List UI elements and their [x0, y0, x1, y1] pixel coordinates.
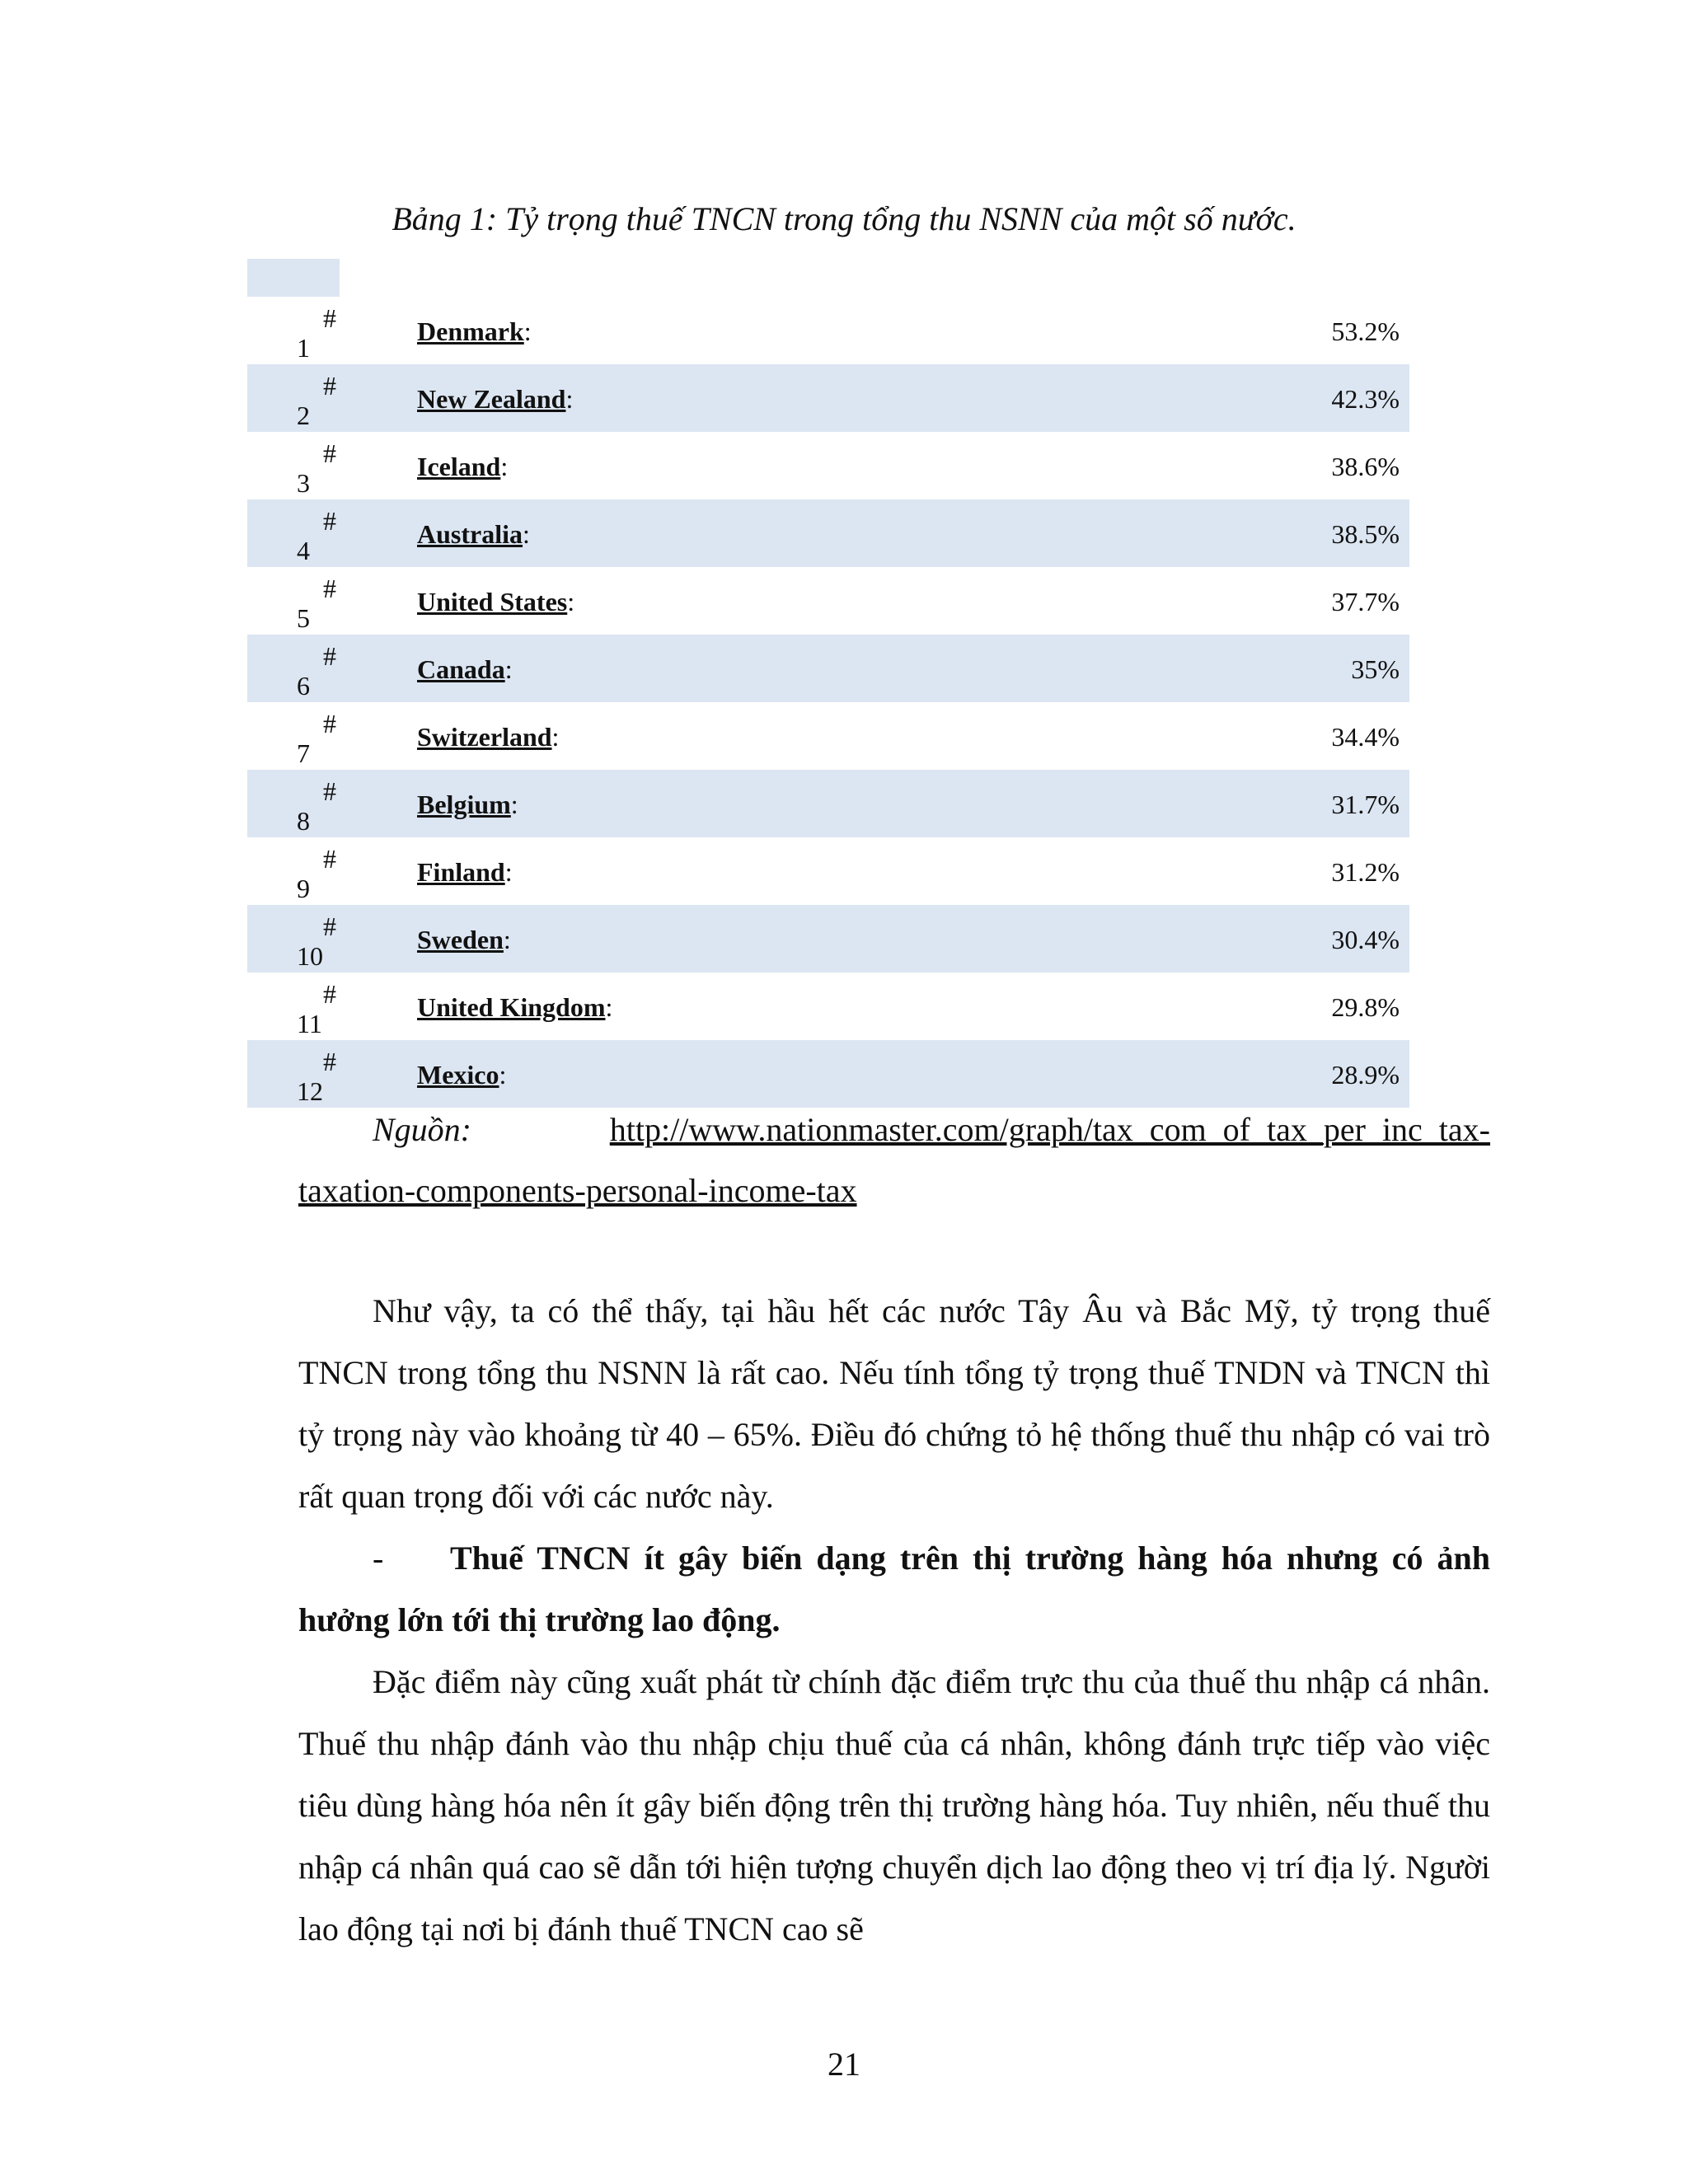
- country-name[interactable]: United States: [417, 587, 568, 616]
- country-name[interactable]: Belgium: [417, 790, 511, 819]
- table-row: [247, 364, 1409, 432]
- table-row: [247, 432, 1409, 499]
- hash-mark: #: [323, 1047, 336, 1076]
- country-link[interactable]: [417, 790, 518, 819]
- source-link[interactable]: http://www.nationmaster.com/graph/tax_com_of_tax_per_inc_tax-: [609, 1111, 1490, 1148]
- table-caption: Bảng 1: Tỷ trọng thuế TNCN trong tổng thu NSNN của một số nước.: [392, 200, 1296, 237]
- country-link[interactable]: [417, 722, 559, 752]
- table-row: [247, 635, 1409, 702]
- country-link[interactable]: [417, 316, 532, 346]
- hash-mark: #: [323, 912, 336, 941]
- hash-mark: #: [323, 979, 336, 1009]
- country-link[interactable]: [417, 452, 508, 481]
- country-colon: :: [523, 316, 532, 346]
- source-label: Nguồn:: [373, 1111, 471, 1148]
- tax-share-value: 31.2%: [1331, 857, 1400, 887]
- country-colon: :: [567, 587, 575, 616]
- rank-number: 12: [297, 1076, 323, 1106]
- tax-share-value: 42.3%: [1331, 384, 1400, 414]
- tax-share-value: 30.4%: [1331, 925, 1400, 954]
- rank-number: 3: [297, 468, 310, 498]
- tax-share-value: 29.8%: [1331, 992, 1400, 1022]
- table-row: [247, 837, 1409, 905]
- country-colon: :: [510, 790, 518, 819]
- hash-mark: #: [323, 641, 336, 671]
- country-colon: :: [565, 384, 574, 414]
- hash-mark: #: [323, 776, 336, 806]
- country-name[interactable]: Sweden: [417, 925, 504, 954]
- rank-number: 6: [297, 671, 310, 701]
- tax-share-value: 34.4%: [1331, 722, 1400, 752]
- source-link-continued[interactable]: taxation-components-personal-income-tax: [298, 1172, 857, 1209]
- hash-mark: #: [323, 438, 336, 468]
- paragraph-text: Như vậy, ta có thể thấy, tại hầu hết các nước Tây Âu và Bắc Mỹ, tỷ trọng thuế TNCN trong tổng thu NSNN là rất cao. Nếu tính tổng tỷ trọng thuế TNDN và TNCN thì tỷ trọng này vào khoảng từ 40 – 65%. Điều đó chứng tỏ hệ thống thuế thu nhập có vai trò rất quan trọng đối với các nước này.: [298, 1292, 1490, 1515]
- rank-number: 2: [297, 401, 310, 430]
- table-row: [247, 905, 1409, 972]
- table-row: [247, 770, 1409, 837]
- country-colon: :: [503, 925, 511, 954]
- country-colon: :: [523, 519, 530, 549]
- country-colon: :: [504, 857, 513, 887]
- country-name[interactable]: Finland: [417, 857, 505, 887]
- rank-number: 8: [297, 806, 310, 836]
- country-link[interactable]: [417, 384, 573, 414]
- country-colon: :: [499, 1060, 507, 1090]
- table-row: [247, 297, 1409, 364]
- tax-share-value: 37.7%: [1331, 587, 1400, 616]
- tax-share-value: 38.6%: [1331, 452, 1400, 481]
- country-name[interactable]: Iceland: [417, 452, 501, 481]
- country-link[interactable]: [417, 1060, 506, 1090]
- country-link[interactable]: [417, 519, 530, 549]
- country-link[interactable]: [417, 992, 612, 1022]
- country-colon: :: [551, 722, 560, 752]
- rank-number: 10: [297, 941, 323, 971]
- hash-mark: #: [323, 574, 336, 603]
- rank-number: 7: [297, 738, 310, 768]
- country-colon: :: [500, 452, 509, 481]
- country-name[interactable]: Denmark: [417, 316, 524, 346]
- country-name[interactable]: New Zealand: [417, 384, 566, 414]
- hash-mark: #: [323, 709, 336, 738]
- tax-share-value: 28.9%: [1331, 1060, 1400, 1090]
- hash-mark: #: [323, 303, 336, 333]
- rank-number: 4: [297, 536, 310, 565]
- hash-mark: #: [323, 844, 336, 874]
- country-colon: :: [605, 992, 613, 1022]
- table-header-cell: [247, 259, 340, 297]
- tax-share-value: 38.5%: [1331, 519, 1400, 549]
- table-row: [247, 972, 1409, 1040]
- country-name[interactable]: Switzerland: [417, 722, 552, 752]
- country-name[interactable]: United Kingdom: [417, 992, 606, 1022]
- rank-number: 5: [297, 603, 310, 633]
- hash-mark: #: [323, 506, 336, 536]
- paragraph-text: Đặc điểm này cũng xuất phát từ chính đặc điểm trực thu của thuế thu nhập cá nhân. Thuế thu nhập đánh vào thu nhập chịu thuế của cá nhân, không đánh trực tiếp vào việc tiêu dùng hàng hóa nên ít gây biến động trên thị trường hàng hóa. Tuy nhiên, nếu thuế thu nhập cá nhân quá cao sẽ dẫn tới hiện tượng chuyển dịch lao động theo vị trí địa lý. Người lao động tại nơi bị đánh thuế TNCN cao sẽ: [298, 1663, 1490, 1947]
- hash-mark: #: [323, 371, 336, 401]
- body-paragraph: [298, 1280, 1490, 1527]
- country-name[interactable]: Canada: [417, 654, 505, 684]
- bullet-dash: -: [373, 1540, 384, 1577]
- tax-share-value: 31.7%: [1331, 790, 1400, 819]
- country-tax-table: [247, 259, 1409, 1108]
- body-paragraph: [298, 1651, 1490, 1960]
- bullet-heading: [298, 1527, 1490, 1651]
- country-name[interactable]: Australia: [417, 519, 523, 549]
- table-row: [247, 1040, 1409, 1108]
- table-row: [247, 702, 1409, 770]
- country-link[interactable]: [417, 587, 574, 616]
- country-link[interactable]: [417, 654, 513, 684]
- page-number: 21: [828, 2046, 860, 2083]
- tax-share-value: 53.2%: [1331, 316, 1400, 346]
- bullet-text: Thuế TNCN ít gây biến dạng trên thị trường hàng hóa nhưng có ảnh hưởng lớn tới thị trường lao động.: [298, 1540, 1490, 1638]
- table-row: [247, 567, 1409, 635]
- table-row: [247, 499, 1409, 567]
- country-colon: :: [504, 654, 513, 684]
- rank-number: 9: [297, 874, 310, 903]
- country-link[interactable]: [417, 857, 513, 887]
- rank-number: 11: [297, 1009, 322, 1038]
- rank-number: 1: [297, 333, 310, 363]
- country-link[interactable]: [417, 925, 511, 954]
- country-name[interactable]: Mexico: [417, 1060, 499, 1090]
- tax-share-value: 35%: [1351, 654, 1400, 684]
